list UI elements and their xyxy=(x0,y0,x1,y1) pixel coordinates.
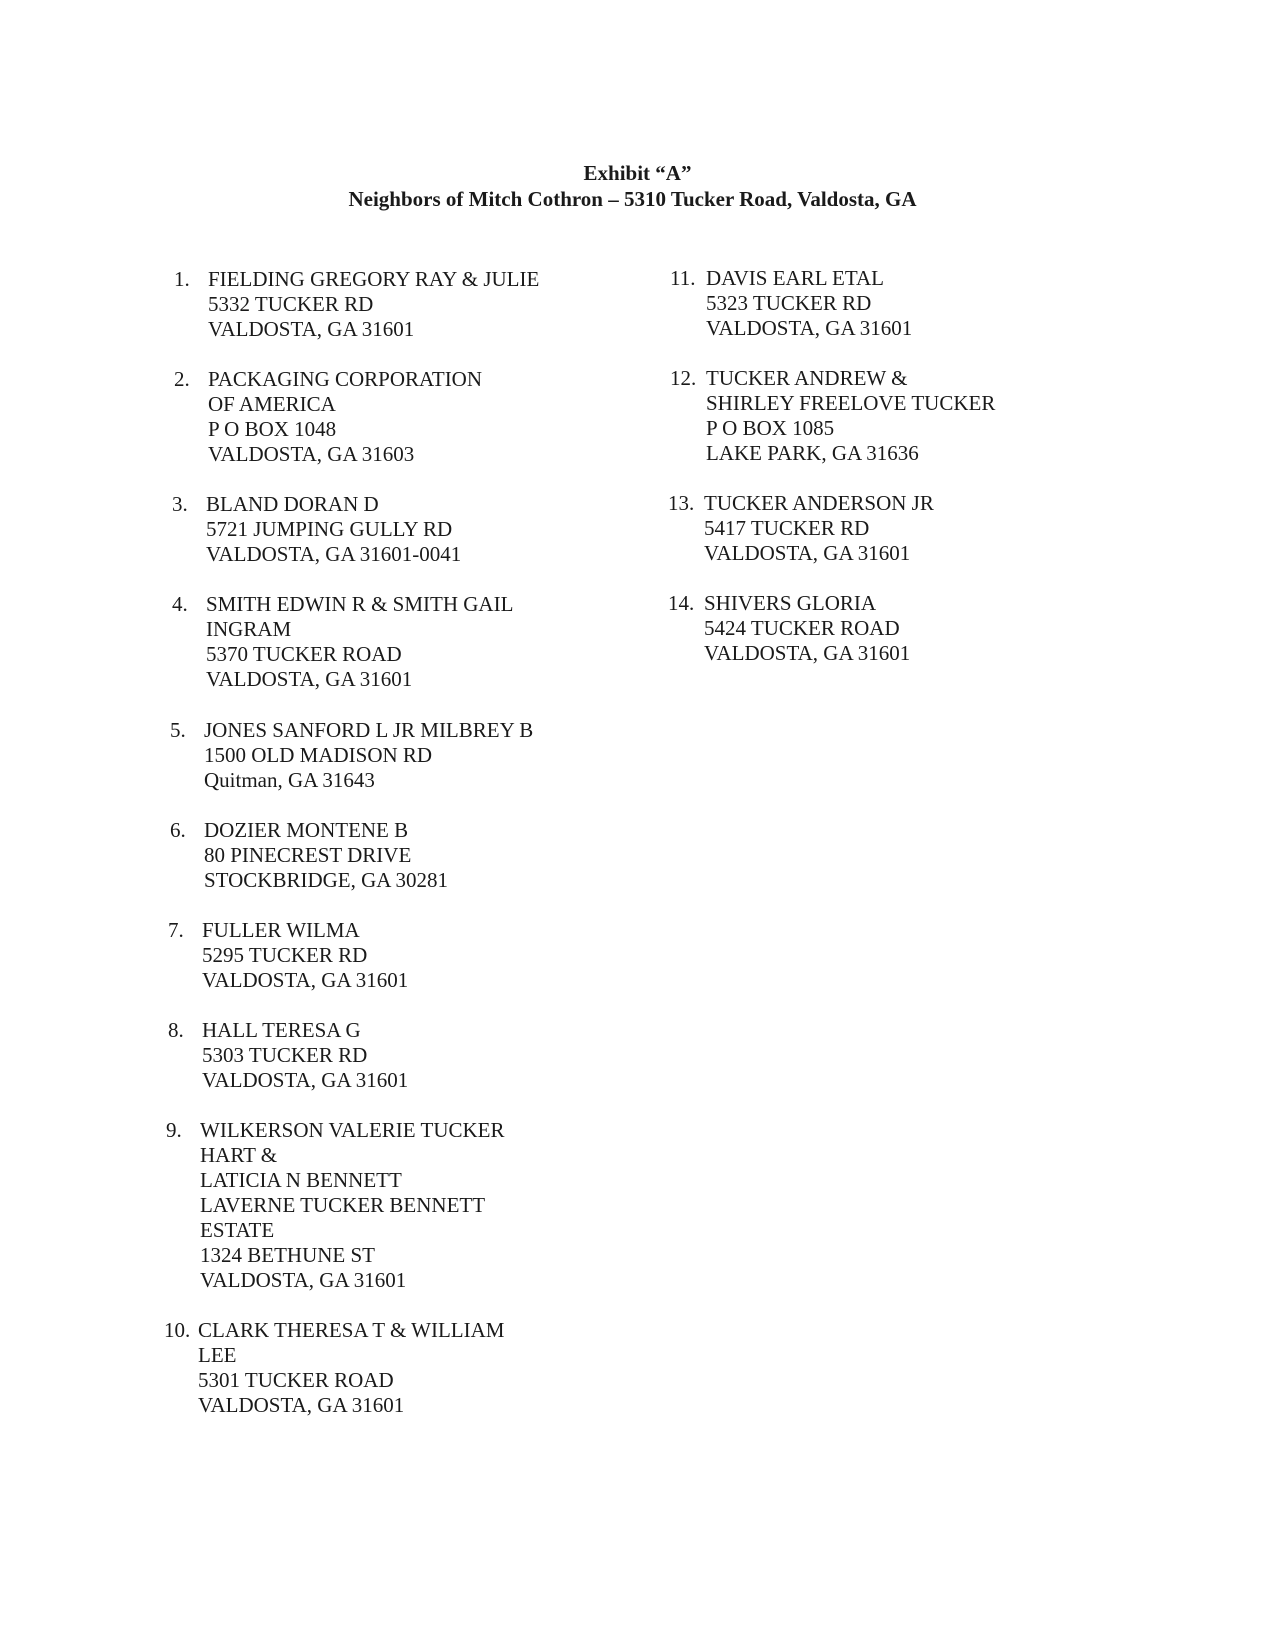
entry-address-line: P O BOX 1085 xyxy=(706,416,835,440)
entry-address-line: VALDOSTA, GA 31601 xyxy=(704,641,911,665)
entry-name-line: CLARK THERESA T & WILLIAM xyxy=(198,1318,505,1342)
entry-number: 11. xyxy=(670,266,696,290)
entry-name-line: DOZIER MONTENE B xyxy=(204,818,409,842)
entry-number: 12. xyxy=(670,366,697,390)
entry-name-line: SHIVERS GLORIA xyxy=(704,591,877,615)
entry-address xyxy=(208,267,539,342)
entry-address xyxy=(200,1118,505,1293)
entry-address-line: VALDOSTA, GA 31601 xyxy=(198,1393,405,1417)
entry-address-line: 1324 BETHUNE ST xyxy=(200,1243,375,1267)
exhibit-title: Exhibit “A” xyxy=(583,161,692,185)
entry-address-line: 5721 JUMPING GULLY RD xyxy=(206,517,453,541)
entry-number: 5. xyxy=(170,718,186,742)
entry-address-line: LEE xyxy=(198,1343,237,1367)
entry-address-line: HART & xyxy=(200,1143,278,1167)
entry-name-line: HALL TERESA G xyxy=(202,1018,361,1042)
entry-number: 10. xyxy=(164,1318,191,1342)
entry-address xyxy=(202,1018,408,1093)
entry-address-line: Quitman, GA 31643 xyxy=(204,768,375,792)
entry-number: 9. xyxy=(166,1118,182,1142)
entry-address-line: LAVERNE TUCKER BENNETT xyxy=(200,1193,486,1217)
entry-address xyxy=(706,266,912,341)
entry-address xyxy=(704,591,910,666)
entry-address-line: 5303 TUCKER RD xyxy=(202,1043,368,1067)
entry-address xyxy=(204,718,533,793)
entry-address-line: STOCKBRIDGE, GA 30281 xyxy=(204,868,449,892)
entry-number: 7. xyxy=(168,918,184,942)
entry-number: 4. xyxy=(172,592,188,616)
entry-number: 2. xyxy=(174,367,190,391)
entry-name-line: SMITH EDWIN R & SMITH GAIL xyxy=(206,592,514,616)
entry-address-line: 5332 TUCKER RD xyxy=(208,292,374,316)
entry-address-line: VALDOSTA, GA 31601-0041 xyxy=(206,542,462,566)
entry-number: 1. xyxy=(174,267,190,291)
entry-number: 14. xyxy=(668,591,695,615)
entry-address-line: ESTATE xyxy=(200,1218,275,1242)
entry-address-line: VALDOSTA, GA 31601 xyxy=(206,667,413,691)
entry-address-line: P O BOX 1048 xyxy=(208,417,337,441)
entry-address-line: LAKE PARK, GA 31636 xyxy=(706,441,919,465)
entry-address-line: 5323 TUCKER RD xyxy=(706,291,872,315)
entry-name-line: FIELDING GREGORY RAY & JULIE xyxy=(208,267,540,291)
entry-address-line: 5295 TUCKER RD xyxy=(202,943,368,967)
entry-address-line: VALDOSTA, GA 31601 xyxy=(706,316,913,340)
entry-name-line: PACKAGING CORPORATION xyxy=(208,367,483,391)
entry-address-line: VALDOSTA, GA 31601 xyxy=(200,1268,407,1292)
entry-address xyxy=(704,491,934,566)
entry-number: 13. xyxy=(668,491,695,515)
entry-address-line: VALDOSTA, GA 31601 xyxy=(704,541,911,565)
entry-address-line: VALDOSTA, GA 31601 xyxy=(202,1068,409,1092)
entry-number: 6. xyxy=(170,818,186,842)
entry-address-line: 5417 TUCKER RD xyxy=(704,516,870,540)
entry-number: 8. xyxy=(168,1018,184,1042)
entry-name-line: FULLER WILMA xyxy=(202,918,360,942)
entry-name-line: JONES SANFORD L JR MILBREY B xyxy=(204,718,534,742)
entry-address-line: 80 PINECREST DRIVE xyxy=(204,843,412,867)
entry-address xyxy=(206,592,513,692)
entry-address-line: 1500 OLD MADISON RD xyxy=(204,743,433,767)
entry-name-line: WILKERSON VALERIE TUCKER xyxy=(200,1118,505,1142)
entry-name-line: TUCKER ANDERSON JR xyxy=(704,491,934,515)
entry-address-line: LATICIA N BENNETT xyxy=(200,1168,402,1192)
entry-address-line: 5424 TUCKER ROAD xyxy=(704,616,900,640)
entry-address xyxy=(706,366,995,466)
exhibit-subtitle: Neighbors of Mitch Cothron – 5310 Tucker Road, Valdosta, GA xyxy=(348,187,917,211)
entry-name-line: BLAND DORAN D xyxy=(206,492,379,516)
entry-address-line: VALDOSTA, GA 31603 xyxy=(208,442,415,466)
entry-address xyxy=(204,818,448,893)
entry-address xyxy=(206,492,461,567)
entry-address-line: 5301 TUCKER ROAD xyxy=(198,1368,394,1392)
entry-address-line: OF AMERICA xyxy=(208,392,336,416)
entry-address-line: VALDOSTA, GA 31601 xyxy=(208,317,415,341)
entry-name-line: TUCKER ANDREW & xyxy=(706,366,908,390)
entry-number: 3. xyxy=(172,492,188,516)
entry-address xyxy=(208,367,482,467)
entry-address-line: INGRAM xyxy=(206,617,292,641)
entry-address xyxy=(202,918,408,993)
entry-address xyxy=(198,1318,504,1418)
entry-name-line: DAVIS EARL ETAL xyxy=(706,266,884,290)
entry-address-line: VALDOSTA, GA 31601 xyxy=(202,968,409,992)
entry-address-line: SHIRLEY FREELOVE TUCKER xyxy=(706,391,996,415)
entry-address-line: 5370 TUCKER ROAD xyxy=(206,642,402,666)
